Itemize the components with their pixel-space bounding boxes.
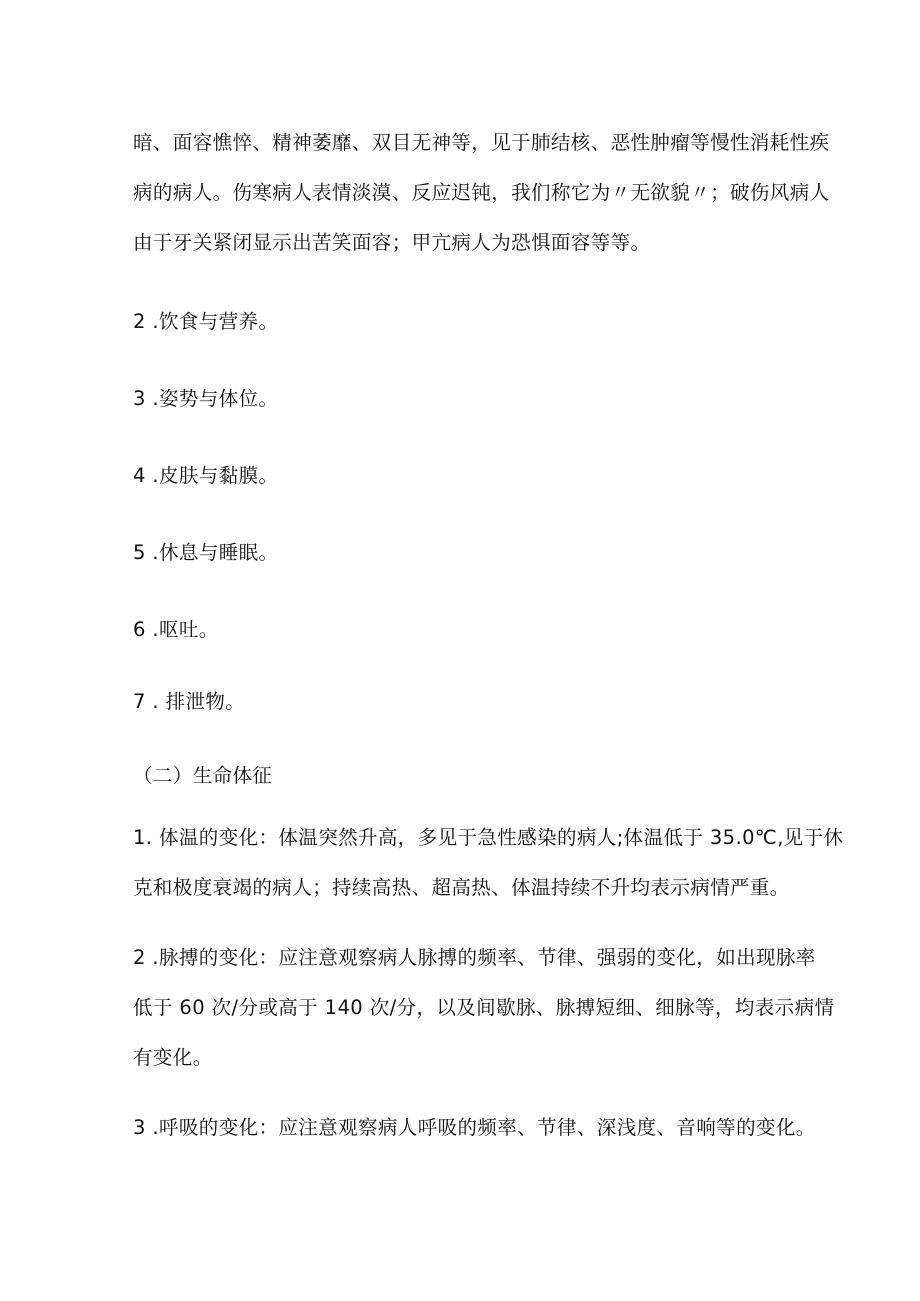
paragraph-line: 3 .呼吸的变化：应注意观察病人呼吸的频率、节律、深浅度、音响等的变化。 (133, 1116, 816, 1139)
paragraph-line: 2 .脉搏的变化：应注意观察病人脉搏的频率、节律、强弱的变化，如出现脉率 (133, 946, 816, 969)
paragraph-line: 克和极度衰竭的病人；持续高热、超高热、体温持续不升均表示病情严重。 (133, 876, 790, 899)
list-item-diet: 2 .饮食与营养。 (133, 310, 279, 333)
paragraph-line: 1. 体温的变化：体温突然升高，多见于急性感染的病人;体温低于 35.0℃,见于休 (133, 826, 844, 849)
list-item-vomit: 6 .呕吐。 (133, 618, 219, 641)
paragraph-line: 有变化。 (133, 1046, 213, 1069)
paragraph-line: 由于牙关紧闭显示出苦笑面容；甲亢病人为恐惧面容等等。 (133, 231, 651, 254)
list-item-skin: 4 .皮肤与黏膜。 (133, 464, 279, 487)
paragraph-line: 病的病人。伤寒病人表情淡漠、反应迟钝，我们称它为〃无欲貌〃；破伤风病人 (133, 181, 830, 204)
list-item-posture: 3 .姿势与体位。 (133, 387, 279, 410)
list-item-sleep: 5 .休息与睡眠。 (133, 541, 279, 564)
paragraph-line: 暗、面容憔悴、精神萎靡、双目无神等，见于肺结核、恶性肿瘤等慢性消耗性疾 (133, 131, 830, 154)
list-item-excreta: 7 . 排泄物。 (133, 690, 246, 713)
paragraph-line: 低于 60 次/分或高于 140 次/分，以及间歇脉、脉搏短细、细脉等，均表示病情 (133, 996, 835, 1019)
section-heading: （二）生命体征 (133, 764, 273, 787)
